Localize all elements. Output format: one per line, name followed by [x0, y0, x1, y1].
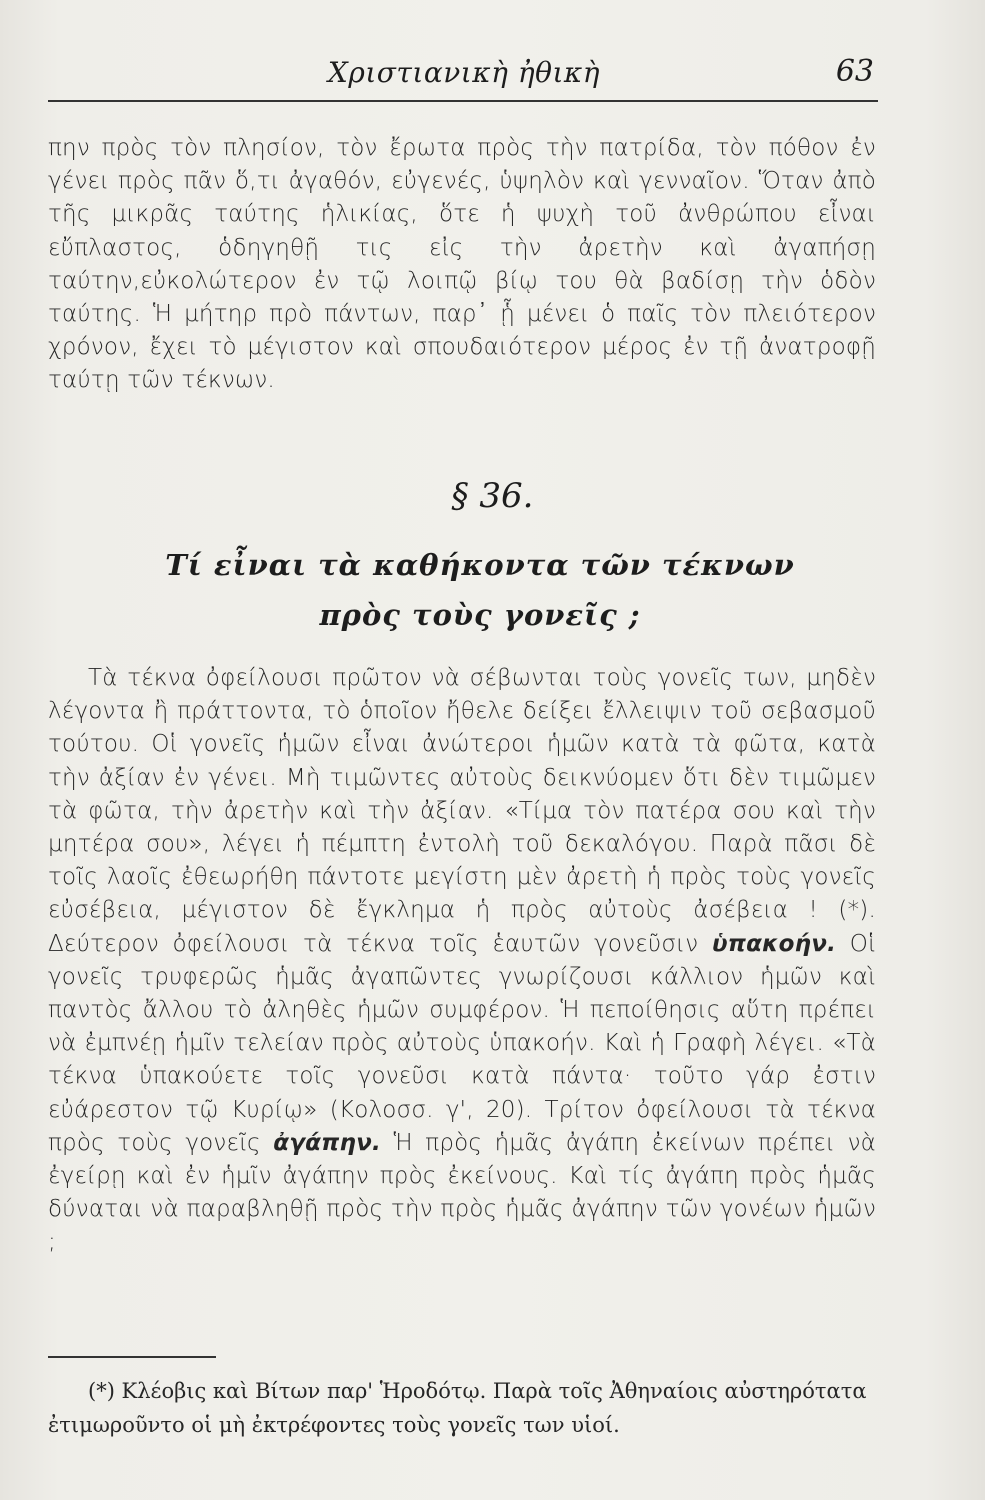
page-number: 63 — [835, 54, 874, 89]
emphasis-obedience: ὑπακοήν. — [711, 930, 837, 957]
paragraph-text-part-1: Τὰ τέκνα ὀφείλουσι πρῶτον νὰ σέβωνται τοὺς γονεῖς των, μηδὲν λέγοντα ἢ πράττοντα, τὸ ὁποῖον ἤθελε δείξει ἔλλειψιν τοῦ σεβασμοῦ τούτου. Οἱ γονεῖς ἡμῶν εἶναι ἀνώτεροι ἡμῶν κατὰ τὰ φῶτα, κατὰ τὴν ἀξίαν ἐν γένει. Μὴ τιμῶντες αὐτοὺς δεικνύομεν ὅτι δὲν τιμῶμεν τὰ φῶτα, τὴν ἀρετὴν καὶ τὴν ἀξίαν. «Τίμα τὸν πατέρα σου καὶ τὴν μητέρα σου», λέγει ἡ πέμπτη ἐντολὴ τοῦ δεκαλόγου. Παρὰ πᾶσι δὲ τοῖς λαοῖς ἐθεωρήθη πάντοτε μεγίστη μὲν ἀρετὴ ἡ πρὸς τοὺς γονεῖς εὐσέβεια, μέγιστον δὲ ἔγκλημα ἡ πρὸς αὐτοὺς ἀσέβεια ! (*). Δεύτερον ὀφείλουσι τὰ τέκνα τοῖς ἑαυτῶν γονεῦσιν — [48, 665, 876, 957]
emphasis-love: ἀγάπην. — [273, 1129, 381, 1156]
paragraph-text-part-3: Ἡ πρὸς ἡμᾶς ἀγάπη ἐκείνων πρέπει νὰ ἐγείρῃ καὶ ἐν ἡμῖν ἀγάπην πρὸς ἐκείνους. Καὶ τίς ἀγάπη πρὸς ἡμᾶς δύναται νὰ παραβληθῇ πρὸς τὴν πρὸς ἡμᾶς ἀγάπην τῶν γονέων ἡμῶν ; — [48, 1129, 876, 1256]
section-number: § 36. — [451, 476, 534, 516]
section-title-line-1: Τί εἶναι τὰ καθήκοντα τῶν τέκνων — [165, 548, 795, 582]
paragraph-duties — [48, 662, 876, 1260]
page-header — [48, 52, 880, 96]
paragraph-continued: πην πρὸς τὸν πλησίον, τὸν ἔρωτα πρὸς τὴν πατρίδα, τὸν πόθον ἐν γένει πρὸς πᾶν ὅ,τι ἀγαθόν, εὐγενές, ὑψηλὸν καὶ γενναῖον. Ὅταν ἀπὸ τῆς μικρᾶς ταύτης ἡλικίας, ὅτε ἡ ψυχὴ τοῦ ἀνθρώπου εἶναι εὔπλαστος, ὁδηγηθῇ τις εἰς τὴν ἀρετὴν καὶ ἀγαπήσῃ ταύτην,εὐκολώτερον ἐν τῷ λοιπῷ βίῳ του θὰ βαδίσῃ τὴν ὁδὸν ταύτης. Ἡ μήτηρ πρὸ πάντων, παρ᾽ ᾗ μένει ὁ παῖς τὸν πλειότερον χρόνον, ἔχει τὸ μέγιστον καὶ σπουδαιότερον μέρος ἐν τῇ ἀνατροφῇ ταύτῃ τῶν τέκνων. — [48, 135, 876, 394]
section-title-line-2: πρὸς τοὺς γονεῖς ; — [319, 598, 641, 632]
running-title: Χριστιανικὴ ἠθικὴ — [327, 56, 601, 89]
header-rule — [48, 100, 878, 102]
section-title — [120, 540, 840, 640]
footnote: (*) Κλέοβις καὶ Βίτων παρ' Ἡροδότῳ. Παρὰ τοῖς Ἀθηναίοις αὐστηρότατα ἐτιμωροῦντο οἱ μὴ ἐκτρέφοντες τοὺς γονεῖς των υἱοί. — [48, 1379, 867, 1437]
paragraph-text-part-2: Οἱ γονεῖς τρυφερῶς ἡμᾶς ἀγαπῶντες γνωρίζουσι κάλλιον ἡμῶν καὶ παντὸς ἄλλου τὸ ἀληθὲς ἡμῶν συμφέρον. Ἡ πεποίθησις αὕτη πρέπει νὰ ἐμπνέῃ ἡμῖν τελείαν πρὸς αὐτοὺς ὑπακοήν. Καὶ ἡ Γραφὴ λέγει. «Τὰ τέκνα ὑπακούετε τοῖς γονεῦσι κατὰ πάντα· τοῦτο γάρ ἐστιν εὐάρεστον τῷ Κυρίῳ» (Κολοσσ. γ', 20). Τρίτον ὀφείλουσι τὰ τέκνα πρὸς τοὺς γονεῖς — [48, 930, 876, 1156]
footnote-rule — [48, 1356, 216, 1358]
